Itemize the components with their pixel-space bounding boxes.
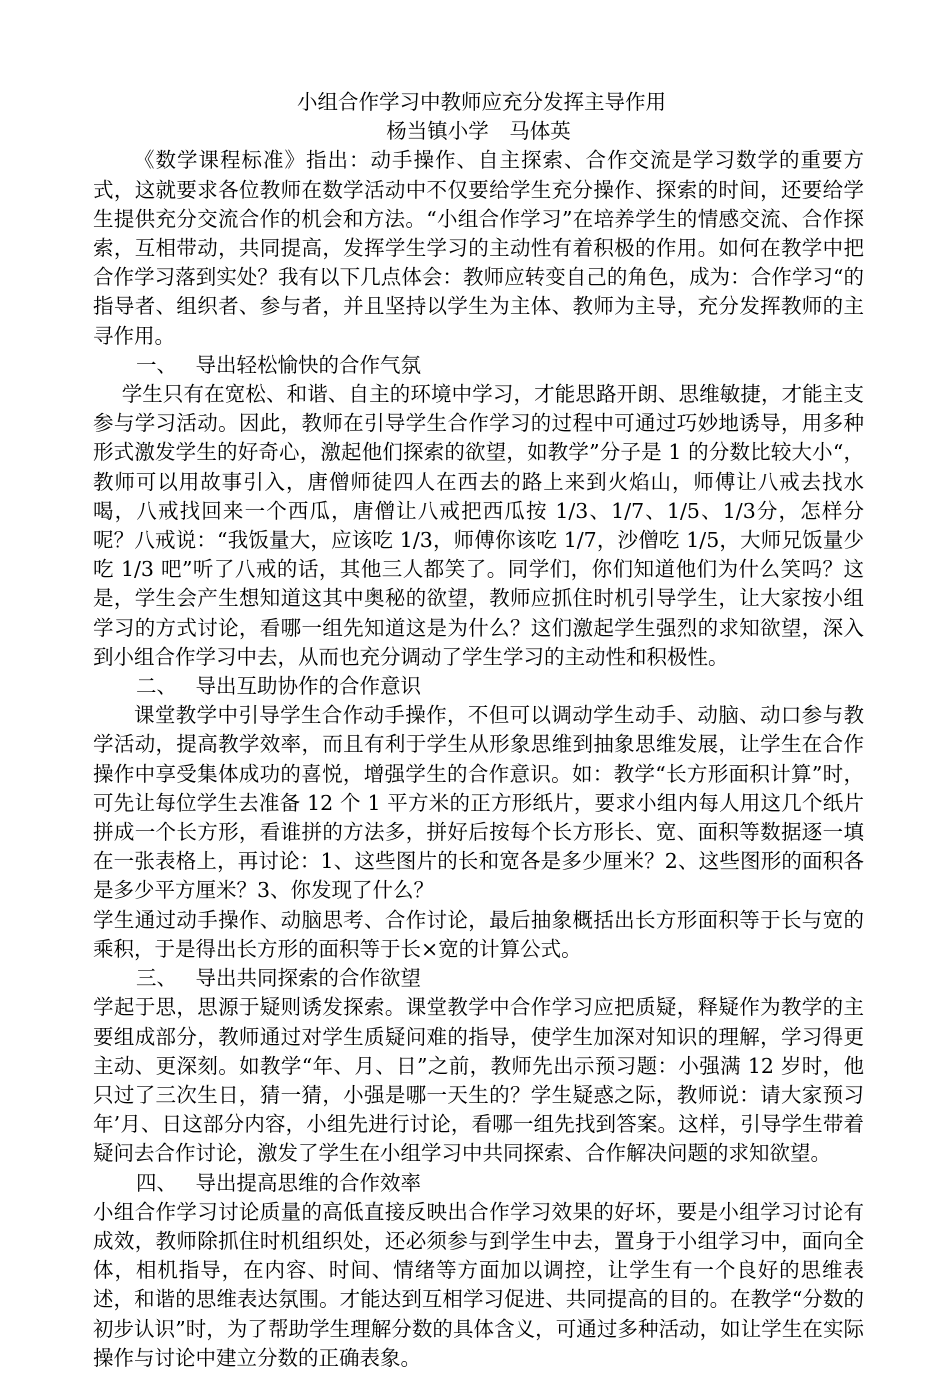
section-heading-2	[93, 672, 864, 701]
section-number: 二、	[136, 674, 178, 699]
section-heading-1	[93, 351, 864, 380]
section-number: 四、	[136, 1170, 178, 1195]
document-author: 杨当镇小学 马体英	[386, 119, 571, 144]
section-number: 一、	[136, 352, 178, 377]
intro-paragraph: 《数学课程标准》指出：动手操作、自主探索、合作交流是学习数学的重要方式，这就要求各位教师在数学活动中不仅要给学生充分操作、探索的时间，还要给学生提供充分交流合作的机会和方法。“小组合作学习”在培养学生的情感交流、合作探索，互相带动，共同提高，发挥学生学习的主动性有着积极的作用。如何在教学中把合作学习落到实处？我有以下几点体会：教师应转变自己的角色，成为：合作学习“的指导者、组织者、参与者，并且坚持以学生为主体、教师为主导，充分发挥教师的主寻作用。	[93, 148, 864, 348]
section-2-paragraph-1: 课堂教学中引导学生合作动手操作，不但可以调动学生动手、动脑、动口参与教学活动，提高教学效率，而且有利于学生从形象思维到抽象思维发展，让学生在合作操作中享受集体成功的喜悦，增强学生的合作意识。如：教学“长方形面积计算”时，可先让每位学生去准备 12 个 1 平方米的正方形纸片，要求小组内每人用这几个纸片拼成一个长方形，看谁拼的方法多，拼好后按每个长方形长、宽、面积等数据逐一填在一张表格上，再讨论：1、这些图片的长和宽各是多少厘米？2、这些图形的面积各是多少平方厘米？3、你发现了什么？	[93, 703, 864, 903]
section-heading-text: 导出轻松愉快的合作气氛	[195, 352, 421, 377]
section-heading-3	[93, 964, 864, 993]
section-4-paragraph-1: 小组合作学习讨论质量的高低直接反映出合作学习效果的好坏，要是小组学习讨论有成效，教师除抓住时机组织处，还必须参与到学生中去，置身于小组学习中，面向全体，相机指导，在内容、时间、情绪等方面加以调控，让学生有一个良好的思维表述，和谐的思维表达氛围。才能达到互相学习促进、共同提高的目的。在教学“分数的初步认识”时，为了帮助学生理解分数的具体含义，可通过多种活动，如让学生在实际操作与讨论中建立分数的正确表象。	[93, 1199, 864, 1370]
section-heading-text: 导出互助协作的合作意识	[195, 674, 421, 699]
section-heading-4	[93, 1169, 864, 1198]
section-2-paragraph-2: 学生通过动手操作、动脑思考、合作讨论，最后抽象概括出长方形面积等于长与宽的乘积，于是得出长方形的面积等于长×宽的计算公式。	[93, 907, 864, 961]
section-heading-text: 导出提高思维的合作效率	[195, 1170, 421, 1195]
document-title: 小组合作学习中教师应充分发挥主导作用	[297, 90, 666, 114]
section-heading-text: 导出共同探索的合作欲望	[195, 966, 421, 991]
section-number: 三、	[136, 966, 178, 991]
section-1-paragraph-1: 学生只有在宽松、和谐、自主的环境中学习，才能思路开朗、思维敏捷，才能主支参与学习活动。因此，教师在引导学生合作学习的过程中可通过巧妙地诱导，用多种形式激发学生的好奇心，激起他们探索的欲望，如教学”分子是 1 的分数比较大小“，教师可以用故事引入，唐僧师徒四人在西去的路上来到火焰山，师傅让八戒去找水喝，八戒找回来一个西瓜，唐僧让八戒把西瓜按 1/3、1/7、1/5、1/3分，怎样分呢？八戒说：“我饭量大，应该吃 1/3，师傅你该吃 1/7，沙僧吃 1/5，大师兄饭量少吃 1/3 吧”听了八戒的话，其他三人都笑了。同学们，你们知道他们为什么笑吗？这是，学生会产生想知道这其中奥秘的欲望，教师应抓住时机引导学生，让大家按小组学习的方式讨论，看哪一组先知道这是为什么？这们激起学生强烈的求知欲望，深入到小组合作学习中去，从而也充分调动了学生学习的主动性和积极性。	[93, 382, 864, 669]
section-3-paragraph-1: 学起于思，思源于疑则诱发探索。课堂教学中合作学习应把质疑，释疑作为教学的主要组成部分，教师通过对学生质疑问难的指导，使学生加深对知识的理解，学习得更主动、更深刻。如教学“年、月、日”之前，教师先出示预习题：小强满 12 岁时，他只过了三次生日，猜一猜，小强是哪一天生的？学生疑惑之际，教师说：请大家预习年’月、日这部分内容，小组先进行讨论，看哪一组先找到答案。这样，引导学生带着疑问去合作讨论，激发了学生在小组学习中共同探索、合作解决问题的求知欲望。	[93, 995, 864, 1166]
